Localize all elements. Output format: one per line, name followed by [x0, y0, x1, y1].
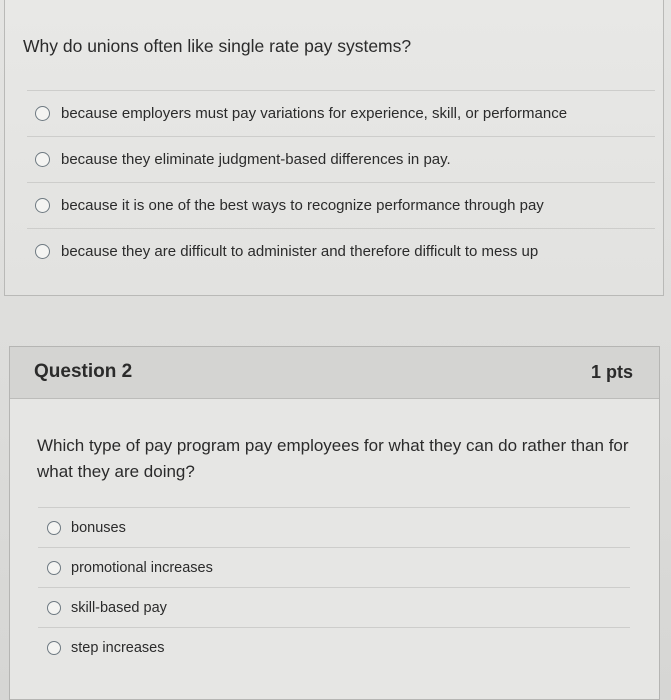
radio-button[interactable]: [35, 106, 50, 121]
answer-label: skill-based pay: [71, 599, 167, 616]
answer-option[interactable]: [27, 228, 655, 274]
question-1-text: Why do unions often like single rate pay systems?: [23, 36, 412, 56]
question-2-header: [10, 347, 659, 399]
answer-option[interactable]: [27, 136, 655, 182]
radio-button[interactable]: [35, 198, 50, 213]
answer-label: because it is one of the best ways to recognize performance through pay: [61, 197, 544, 214]
answer-option[interactable]: [38, 547, 630, 587]
question-1-answers: [27, 90, 655, 274]
question-points: 1 pts: [590, 362, 633, 382]
answer-label: promotional increases: [71, 559, 213, 576]
radio-button[interactable]: [35, 244, 50, 259]
radio-button[interactable]: [35, 152, 50, 167]
answer-option[interactable]: [27, 90, 655, 136]
radio-button[interactable]: [47, 641, 61, 655]
radio-button[interactable]: [47, 561, 61, 575]
answer-label: because they eliminate judgment-based differences in pay.: [61, 151, 451, 168]
radio-button[interactable]: [47, 521, 61, 535]
answer-option[interactable]: [38, 507, 630, 547]
question-title: Question 2: [34, 361, 133, 382]
answer-label: step increases: [71, 639, 165, 656]
radio-button[interactable]: [47, 601, 61, 615]
answer-option[interactable]: [38, 587, 630, 627]
question-1-card: [4, 0, 664, 296]
answer-label: bonuses: [71, 519, 126, 536]
question-2-card: [9, 346, 660, 700]
question-2-text: Which type of pay program pay employees for what they can do rather than for what they are doing?: [37, 436, 629, 481]
answer-option[interactable]: [27, 182, 655, 228]
answer-label: because they are difficult to administer and therefore difficult to mess up: [61, 243, 539, 260]
answer-label: because employers must pay variations for experience, skill, or performance: [61, 105, 568, 122]
answer-option[interactable]: [38, 627, 630, 667]
question-2-answers: [38, 507, 630, 667]
